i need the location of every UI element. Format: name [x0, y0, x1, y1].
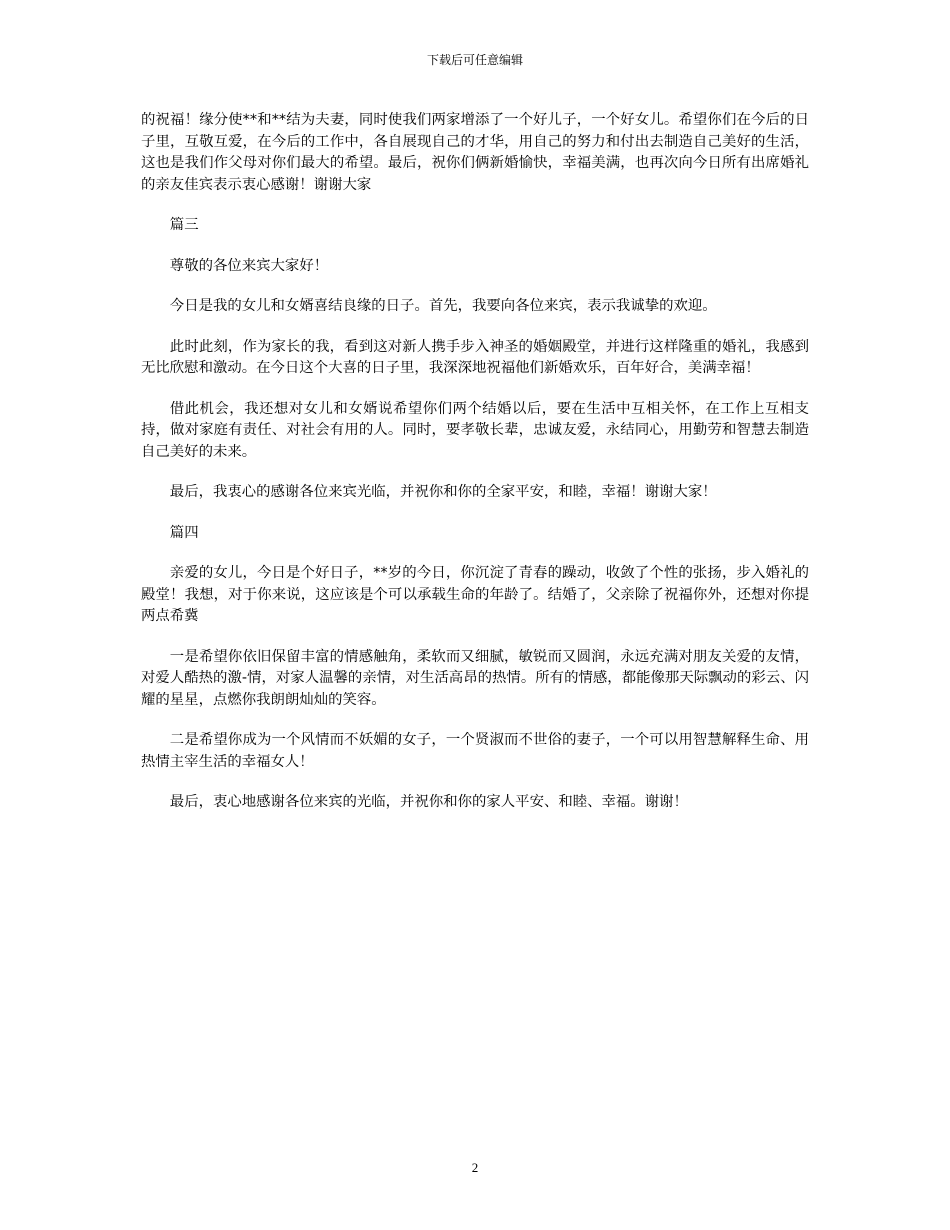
section-heading: 篇三 [169, 217, 199, 233]
paragraph: 二是希望你成为一个风情而不妖媚的女子，一个贤淑而不世俗的妻子，一个可以用智慧解释生命、用热情主宰生活的幸福女人！ [141, 732, 809, 770]
paragraph: 最后，衷心地感谢各位来宾的光临，并祝你和你的家人平安、和睦、幸福。谢谢！ [169, 794, 688, 810]
page-number: 2 [471, 1160, 479, 1175]
paragraph: 此时此刻，作为家长的我，看到这对新人携手步入神圣的婚姻殿堂，并进行这样隆重的婚礼，我感到无比欣慰和激动。在今日这个大喜的日子里，我深深地祝福他们新婚欢乐，百年好合，美满幸福！ [141, 338, 809, 376]
paragraph: 的祝福！缘分使**和**结为夫妻，同时使我们两家增添了一个好儿子，一个好女儿。希望你们在今后的日子里，互敬互爱，在今后的工作中，各自展现自己的才华，用自己的努力和付出去制造自己美好的生活，这也是我们作父母对你们最大的希望。最后，祝你们俩新婚愉快，幸福美满，也再次向今日所有出席婚礼的亲友佳宾表示衷心感谢！谢谢大家 [141, 112, 809, 193]
paragraph: 尊敬的各位来宾大家好！ [169, 257, 329, 274]
paragraph: 借此机会，我还想对女儿和女婿说希望你们两个结婚以后，要在生活中互相关怀，在工作上互相支持，做对家庭有责任、对社会有用的人。同时，要孝敬长辈，忠诚友爱，永结同心，用勤劳和智慧去制造自己美好的未来。 [141, 400, 809, 460]
paragraph: 最后，我衷心的感谢各位来宾光临，并祝你和你的全家平安，和睦，幸福！谢谢大家！ [169, 484, 717, 500]
paragraph: 今日是我的女儿和女婿喜结良缘的日子。首先，我要向各位来宾，表示我诚挚的欢迎。 [169, 298, 717, 314]
section-heading: 篇四 [169, 524, 199, 541]
page-header: 下载后可任意编辑 [426, 53, 523, 67]
paragraph: 一是希望你依旧保留丰富的情感触角，柔软而又细腻，敏锐而又圆润，永远充满对朋友关爱的友情，对爱人酷热的激-情，对家人温馨的亲情，对生活高昂的热情。所有的情感，都能像那天际飘动的彩云、闪耀的星星，点燃你我朗朗灿灿的笑容。 [141, 648, 809, 708]
document-body [141, 110, 809, 833]
paragraph: 亲爱的女儿，今日是个好日子，**岁的今日，你沉淀了青春的躁动，收敛了个性的张扬，步入婚礼的殿堂！我想，对于你来说，这应该是个可以承载生命的年龄了。结婚了，父亲除了祝福你外，还想对你提两点希冀 [141, 565, 809, 624]
